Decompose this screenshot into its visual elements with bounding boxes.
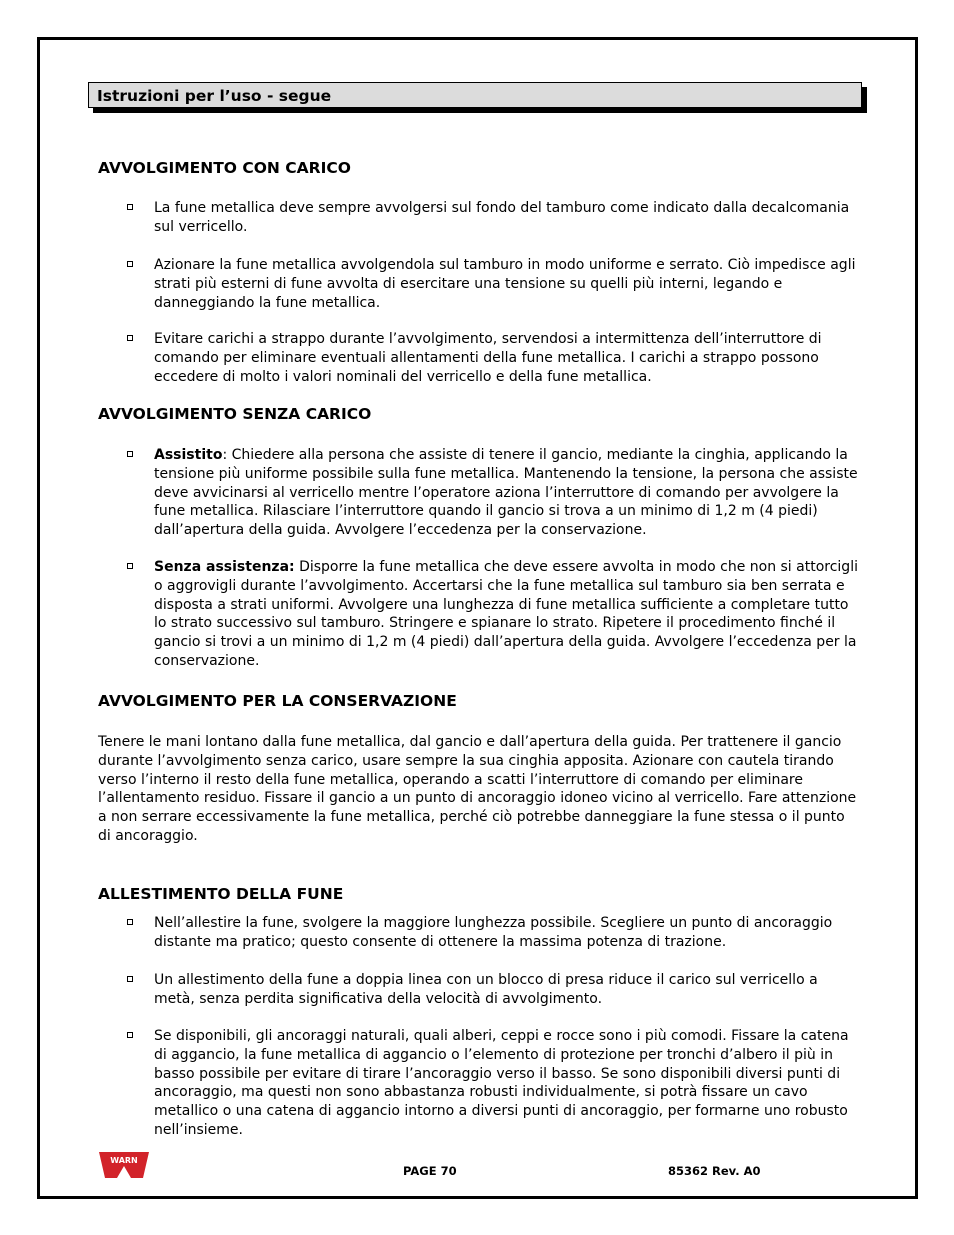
checkbox-bullet-icon xyxy=(127,1032,133,1038)
section-paragraph: Tenere le mani lontano dalla fune metallica, dal gancio e dall’apertura della guida. Per trattenere il gancio durante l’avvolgimento senza carico, usare sempre la sua cinghia apposita. Azionare con cautela tirando verso l’interno il resto della fune metallica, operando a scatti l’interruttore di comando per eliminare l’allentamento residuo. Fissare il gancio a un punto di ancoraggio idoneo vicino al verricello. Fare attenzione a non serrare eccessivamente la fune metallica, perché ciò potrebbe danneggiare la fune stessa o il punto di ancoraggio. xyxy=(98,734,857,844)
section-heading-rigging: ALLESTIMENTO DELLA FUNE xyxy=(98,885,344,903)
page-number: PAGE 70 xyxy=(403,1164,457,1178)
checkbox-bullet-icon xyxy=(127,335,133,341)
logo-text: WARN xyxy=(110,1156,138,1165)
list-item-text xyxy=(154,558,859,671)
checkbox-bullet-icon xyxy=(127,919,133,925)
item-body: Chiedere alla persona che assiste di tenere il gancio, mediante la cinghia, applicando la tensione più uniforme possibile sulla fune metallica. Mantenendo la tensione, la persona che assiste deve avvicinarsi al verricello mentre l’operatore aziona l’interruttore di comando per avvolgere la fune metallica. Rilasciare l’interruttore quando il gancio si trova a un minimo di 1,2 m (4 piedi) dall’apertura della guida. Avvolgere l’eccedenza per la conservazione. xyxy=(154,447,858,539)
checkbox-bullet-icon xyxy=(127,976,133,982)
list-item-text: Nell’allestire la fune, svolgere la maggiore lunghezza possibile. Scegliere un punto di ancoraggio distante ma pratico; questo consente di ottenere la massima potenza di trazione. xyxy=(154,915,833,950)
section-heading-load-winding: AVVOLGIMENTO CON CARICO xyxy=(98,159,351,177)
list-item-text: Se disponibili, gli ancoraggi naturali, quali alberi, ceppi e rocce sono i più comodi. Fissare la catena di aggancio, la fune metallica di aggancio o l’elemento di protezione per tronchi d’albero il più in basso possibile per evitare di tirare l’ancoraggio verso il basso. Se sono disponibili diversi punti di ancoraggio, ma questi non sono abbastanza robusti individualmente, si potrà fissare un cavo metallico o una catena di aggancio intorno a diversi punti di ancoraggio, per formarne uno robusto nell’insieme. xyxy=(154,1028,849,1138)
list-item-text: Un allestimento della fune a doppia linea con un blocco di presa riduce il carico sul verricello a metà, senza perdita significativa della velocità di avvolgimento. xyxy=(154,972,818,1007)
section-heading-storage-winding: AVVOLGIMENTO PER LA CONSERVAZIONE xyxy=(98,692,457,710)
document-revision: 85362 Rev. A0 xyxy=(668,1164,761,1178)
list-item-text: Azionare la fune metallica avvolgendola sul tamburo in modo uniforme e serrato. Ciò impedisce agli strati più esterni di fune avvolta di esercitare una tensione su quelli più interni, legando e danneggiando la fune metallica. xyxy=(154,257,856,311)
list-item-text: La fune metallica deve sempre avvolgersi sul fondo del tamburo come indicato dalla decalcomania sul verricello. xyxy=(154,200,850,235)
checkbox-bullet-icon xyxy=(127,261,133,267)
item-label: Assistito xyxy=(154,447,223,463)
item-body: Disporre la fune metallica che deve essere avvolta in modo che non si attorcigli o aggrovigli durante l’avvolgimento. Accertarsi che la fune metallica sul tamburo sia ben serrata e disposta a strati uniformi. Avvolgere una lunghezza di fune metallica sufficiente a completare tutto lo strato successivo sul tamburo. Stringere e spianare lo strato. Ripetere il procedimento finché il gancio si trovi a un minimo di 1,2 m (4 piedi) dall’apertura della guida. Avvolgere l’eccedenza per la conservazione. xyxy=(154,559,858,669)
item-label: Senza assistenza: xyxy=(154,559,295,575)
list-item-text: Evitare carichi a strappo durante l’avvolgimento, servendosi a intermittenza dell’interruttore di comando per eliminare eventuali allentamenti della fune metallica. I carichi a strappo possono eccedere di molto i valori nominali del verricello e della fune metallica. xyxy=(154,331,822,385)
checkbox-bullet-icon xyxy=(127,563,133,569)
warn-logo xyxy=(99,1152,149,1182)
list-item-text: Assistito: Chiedere alla persona che assiste di tenere il gancio, mediante la cinghia, applicando la tensione più uniforme possibile sulla fune metallica. Mantenendo la tensione, la persona che assiste deve avvicinarsi al verricello mentre l’operatore aziona l’interruttore di comando per avvolgere la fune metallica. Rilasciare l’interruttore quando il gancio si trova a un minimo di 1,2 m (4 piedi) dall’apertura della guida. Avvolgere l’eccedenza per la conservazione. xyxy=(154,447,858,539)
page-title: Istruzioni per l’uso - segue xyxy=(88,82,862,108)
checkbox-bullet-icon xyxy=(127,204,133,210)
checkbox-bullet-icon xyxy=(127,451,133,457)
section-heading-no-load-winding: AVVOLGIMENTO SENZA CARICO xyxy=(98,405,372,423)
warn-logo-icon xyxy=(99,1152,149,1178)
